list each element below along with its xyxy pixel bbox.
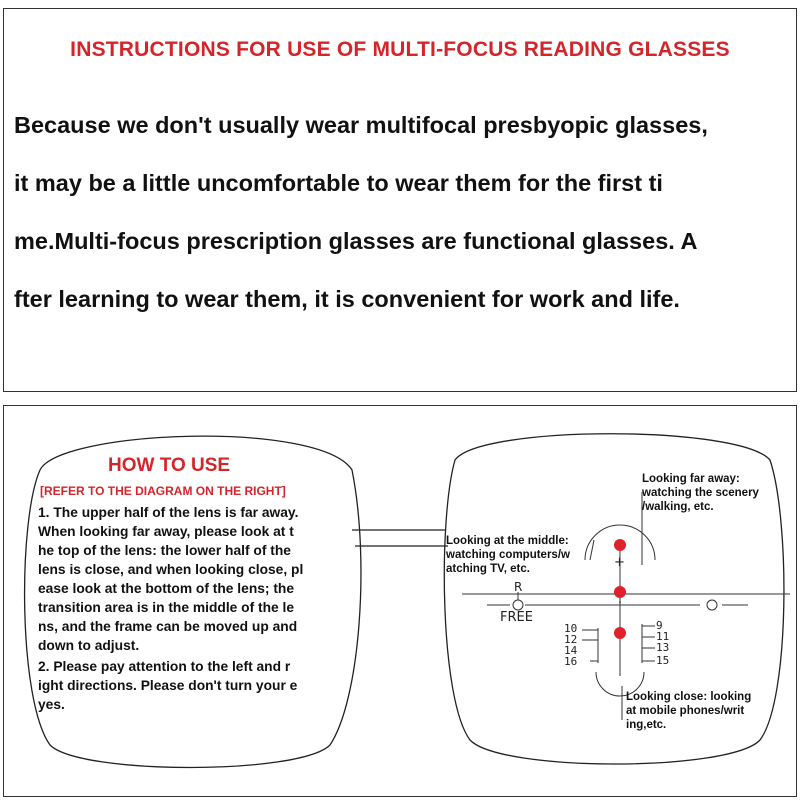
middle-label-line: Looking at the middle: bbox=[446, 535, 569, 547]
instruction-line: 1. The upper half of the lens is far away. bbox=[38, 505, 299, 520]
instruction-line: ns, and the frame can be moved up and bbox=[38, 619, 298, 634]
plus-mark: + bbox=[614, 555, 625, 570]
scale-right-15: 15 bbox=[656, 654, 670, 667]
scale-ticks-left bbox=[582, 628, 598, 663]
far-label-line: /walking, etc. bbox=[642, 501, 714, 513]
instruction-line: yes. bbox=[38, 697, 65, 712]
far-label-line: watching the scenery bbox=[642, 487, 759, 499]
scale-right-9: 9 bbox=[656, 619, 663, 632]
how-to-subtitle: [REFER TO THE DIAGRAM ON THE RIGHT] bbox=[40, 484, 286, 498]
instruction-line: When looking far away, please look at t bbox=[38, 524, 294, 539]
intro-line: it may be a little uncomfortable to wear them for the first ti bbox=[14, 170, 663, 196]
instruction-line: ease look at the bottom of the lens; the bbox=[38, 581, 295, 596]
close-label-line: at mobile phones/writ bbox=[626, 705, 745, 717]
middle-label-line: atching TV, etc. bbox=[446, 563, 530, 575]
instruction-line: ight directions. Please don't turn your e bbox=[38, 678, 298, 693]
close-label-line: ing,etc. bbox=[626, 719, 667, 731]
middle-label bbox=[446, 534, 570, 576]
instruction-line: down to adjust. bbox=[38, 638, 140, 653]
intro-line: Because we don't usually wear multifocal presbyopic glasses, bbox=[14, 112, 708, 138]
axis-right-circle bbox=[707, 600, 717, 610]
instruction-line: he top of the lens: the lower half of the bbox=[38, 543, 291, 558]
scale-left-10: 10 bbox=[564, 622, 578, 635]
close-label bbox=[626, 690, 751, 732]
scale-left-12: 12 bbox=[564, 633, 578, 646]
scale-right-13: 13 bbox=[656, 641, 670, 654]
middle-label-line: watching computers/w bbox=[446, 549, 570, 561]
scale-ticks-right bbox=[642, 624, 655, 663]
scale-left-14: 14 bbox=[564, 644, 578, 657]
far-label bbox=[642, 472, 759, 514]
close-red-dot bbox=[614, 627, 626, 639]
instruction-line: 2. Please pay attention to the left and r bbox=[38, 659, 291, 674]
middle-pointer-line bbox=[590, 540, 594, 560]
intro-line: fter learning to wear them, it is convenient for work and life. bbox=[14, 286, 680, 312]
far-label-line: Looking far away: bbox=[642, 473, 740, 485]
instruction-line: transition area is in the middle of the le bbox=[38, 600, 295, 615]
far-red-dot bbox=[614, 539, 626, 551]
dot-mark: · bbox=[618, 596, 623, 611]
how-to-title: HOW TO USE bbox=[108, 455, 231, 476]
instruction-line: lens is close, and when looking close, pl bbox=[38, 562, 304, 577]
close-label-line: Looking close: looking bbox=[626, 691, 752, 703]
axis-left-circle bbox=[513, 600, 523, 610]
scale-left-16: 16 bbox=[564, 655, 578, 668]
r-label: R bbox=[514, 580, 523, 594]
scale-right-11: 11 bbox=[656, 630, 670, 643]
intro-line: me.Multi-focus prescription glasses are functional glasses. A bbox=[14, 228, 698, 254]
free-label: FREE bbox=[500, 610, 533, 625]
page-title: INSTRUCTIONS FOR USE OF MULTI-FOCUS READING GLASSES bbox=[70, 38, 730, 61]
